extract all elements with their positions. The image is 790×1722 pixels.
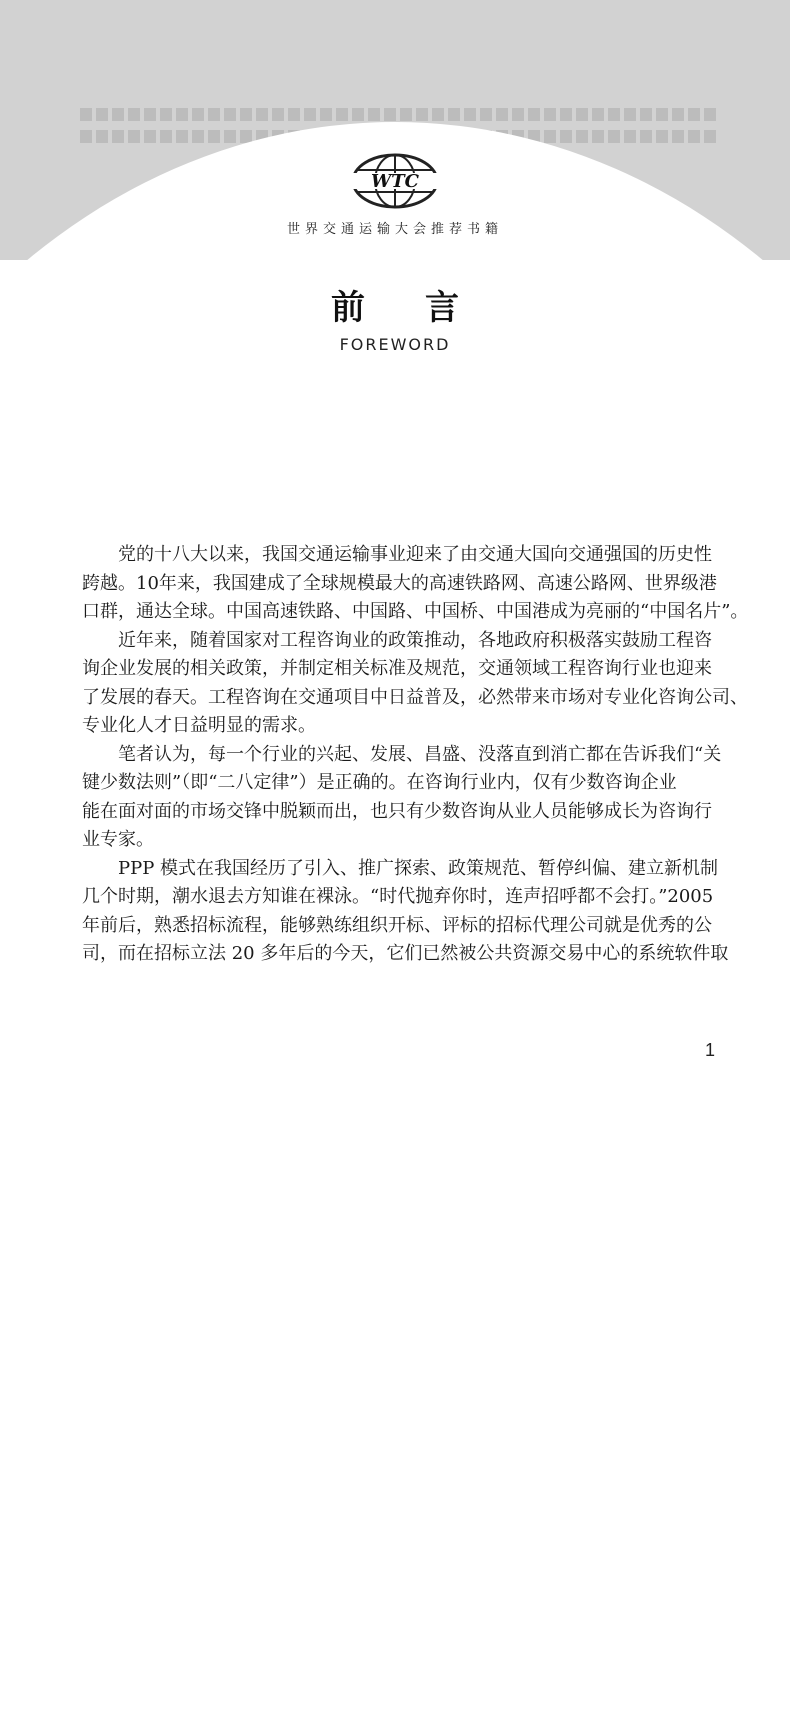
paragraph-1 — [82, 541, 749, 627]
text-line: 几个时期，潮水退去方知谁在裸泳。“时代抛弃你时，连声招呼都不会打。”2005 — [82, 886, 714, 907]
text-line: 询企业发展的相关政策，并制定相关标准及规范，交通领域工程咨询行业也迎来 — [82, 658, 712, 679]
page-subtitle: FOREWORD — [339, 335, 451, 354]
text-line: 能在面对面的市场交锋中脱颖而出，也只有少数咨询从业人员能够成长为咨询行 — [82, 800, 712, 822]
text-line: 笔者认为，每一个行业的兴起、发展、昌盛、没落直到消亡都在告诉我们“关 — [118, 743, 722, 765]
page-title: 前言 — [331, 288, 519, 328]
paragraph-3 — [82, 741, 722, 855]
text-line: 业专家。 — [82, 829, 154, 850]
series-title: 世界交通运输大会推荐书籍 — [286, 222, 503, 237]
text-line: 跨越。10年来，我国建成了全球规模最大的高速铁路网、高速公路网、世界级港 — [82, 572, 717, 594]
text-line: PPP 模式在我国经历了引入、推广探索、政策规范、暂停纠偏、建立新机制 — [118, 857, 719, 879]
paragraph-2 — [82, 627, 748, 741]
text-line: 了发展的春天。工程咨询在交通项目中日益普及，必然带来市场对专业化咨询公司、 — [82, 686, 748, 708]
foreword-body — [82, 541, 749, 969]
page-number: 1 — [705, 1040, 716, 1060]
text-line: 口群，通达全球。中国高速铁路、中国路、中国桥、中国港成为亮丽的“中国名片”。 — [82, 601, 749, 622]
text-line: 键少数法则”（即“二八定律”）是正确的。在咨询行业内，仅有少数咨询企业 — [82, 772, 677, 793]
text-line: 专业化人才日益明显的需求。 — [82, 715, 316, 736]
text-line: 党的十八大以来，我国交通运输事业迎来了由交通大国向交通强国的历史性 — [118, 544, 712, 565]
text-line: 近年来，随着国家对工程咨询业的政策推动，各地政府积极落实鼓励工程咨 — [118, 629, 712, 651]
paragraph-4 — [82, 855, 729, 969]
text-line: 司，而在招标立法 20 多年后的今天，它们已然被公共资源交易中心的系统软件取 — [82, 943, 729, 964]
text-line: 年前后，熟悉招标流程，能够熟练组织开标、评标的招标代理公司就是优秀的公 — [82, 914, 712, 936]
wtc-logo-icon — [340, 150, 450, 210]
logo-text: WTC — [371, 171, 419, 192]
